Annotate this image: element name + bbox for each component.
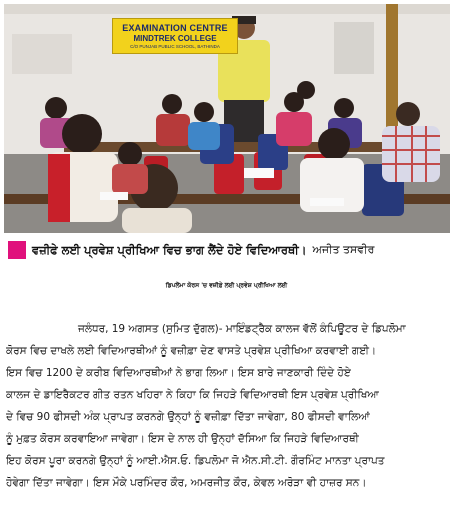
wall-panel bbox=[334, 22, 374, 74]
photo-credit: ਅਜੀਤ ਤਸਵੀਰ bbox=[312, 243, 375, 256]
banner-address: C/O PUNJAB PUBLIC SCHOOL, BATHINDA bbox=[130, 44, 220, 49]
body-line: ਹੋਵੇਗਾ ਦਿੱਤਾ ਜਾਵੇਗਾ। ਇਸ ਮੌਕੇ ਪਰਮਿੰਦਰ ਕੌਰ, ਅਮਰਜੀਤ ਕੌਰ, ਕੇਵਲ ਅਰੋੜਾ ਵੀ ਹਾਜ਼ਰ ਸਨ। bbox=[6, 477, 367, 489]
ceiling-edge bbox=[4, 4, 450, 14]
banner-title: EXAMINATION CENTRE bbox=[122, 23, 228, 33]
exam-paper bbox=[244, 168, 274, 178]
photo-caption bbox=[8, 239, 448, 261]
banner-college: MINDTREK COLLEGE bbox=[133, 34, 217, 43]
body-line: ਜਲੰਧਰ, 19 ਅਗਸਤ (ਸੁਮਿਤ ਦੁੱਗਲ)- ਮਾਇੰਡਟ੍ਰੈਕ ਕਾਲਜ ਵੱਲੋਂ ਕੰਪਿਊਟਰ ਦੇ ਡਿਪਲੋਮਾ bbox=[78, 323, 406, 335]
wall-panel-left bbox=[12, 34, 72, 74]
body-line: ਇਹ ਕੋਰਸ ਪੂਰਾ ਕਰਨਗੇ ਉਨ੍ਹਾਂ ਨੂੰ ਆਈ.ਐਸ.ਓ. ਡਿਪਲੋਮਾ ਜੋ ਐਨ.ਸੀ.ਟੀ. ਗੌਰਮਿੰਟ ਮਾਨਤਾ ਪ੍ਰਾਪਤ bbox=[6, 455, 385, 467]
body-line: ਕਾਲਜ ਦੇ ਡਾਇਰੈਕਟਰ ਗੀਤ ਰਤਨ ਖਹਿਰਾ ਨੇ ਕਿਹਾ ਕਿ ਜਿਹੜੇ ਵਿਦਿਆਰਥੀ ਇਸ ਪ੍ਰਵੇਸ਼ ਪ੍ਰੀਖਿਆ bbox=[6, 389, 379, 401]
caption-marker-square bbox=[8, 241, 26, 259]
headline: ਡਿਪਲੋਮਾ ਕੋਰਸ 'ਚ ਵਜ਼ੀਫ਼ੇ ਲਈ ਪ੍ਰਵੇਸ਼ ਪ੍ਰੀਖਿਆ ਲਈ bbox=[165, 282, 288, 289]
body-line: ਇਸ ਵਿਚ 1200 ਦੇ ਕਰੀਬ ਵਿਦਿਆਰਥੀਆਂ ਨੇ ਭਾਗ ਲਿਆ। ਇਸ ਬਾਰੇ ਜਾਣਕਾਰੀ ਦਿੰਦੇ ਹੋਏ bbox=[6, 367, 351, 379]
examination-centre-banner bbox=[112, 18, 238, 54]
student bbox=[297, 81, 315, 99]
body-line: ਨੂੰ ਮੁਫ਼ਤ ਕੋਰਸ ਕਰਵਾਇਆ ਜਾਵੇਗਾ। ਇਸ ਦੇ ਨਾਲ ਹੀ ਉਨ੍ਹਾਂ ਦੱਸਿਆ ਕਿ ਜਿਹੜੇ ਵਿਦਿਆਰਥੀ bbox=[6, 433, 359, 445]
body-line: ਕੋਰਸ ਵਿਚ ਦਾਖਲੇ ਲਈ ਵਿਦਿਆਰਥੀਆਂ ਨੂੰ ਵਜ਼ੀਫ਼ਾ ਦੇਣ ਵਾਸਤੇ ਪ੍ਰਵੇਸ਼ ਪ੍ਰੀਖਿਆ ਕਰਵਾਈ ਗਈ। bbox=[6, 345, 377, 357]
caption-text: ਵਜ਼ੀਫੇ ਲਈ ਪ੍ਰਵੇਸ਼ ਪ੍ਰੀਖਿਆ ਵਿਚ ਭਾਗ ਲੈਂਦੇ ਹੋਏ ਵਿਦਿਆਰਥੀ। bbox=[32, 242, 307, 257]
article-body bbox=[6, 318, 447, 516]
body-line: ਦੇ ਵਿਚ 90 ਫੀਸਦੀ ਅੰਕ ਪ੍ਰਾਪਤ ਕਰਨਗੇ ਉਨ੍ਹਾਂ ਨੂੰ ਵਜ਼ੀਫ਼ਾ ਦਿੱਤਾ ਜਾਵੇਗਾ, 80 ਫੀਸਦੀ ਵਾਲਿਆਂ bbox=[6, 411, 370, 423]
exam-paper bbox=[310, 198, 344, 206]
exam-paper bbox=[100, 192, 128, 200]
article-photo bbox=[4, 4, 450, 233]
